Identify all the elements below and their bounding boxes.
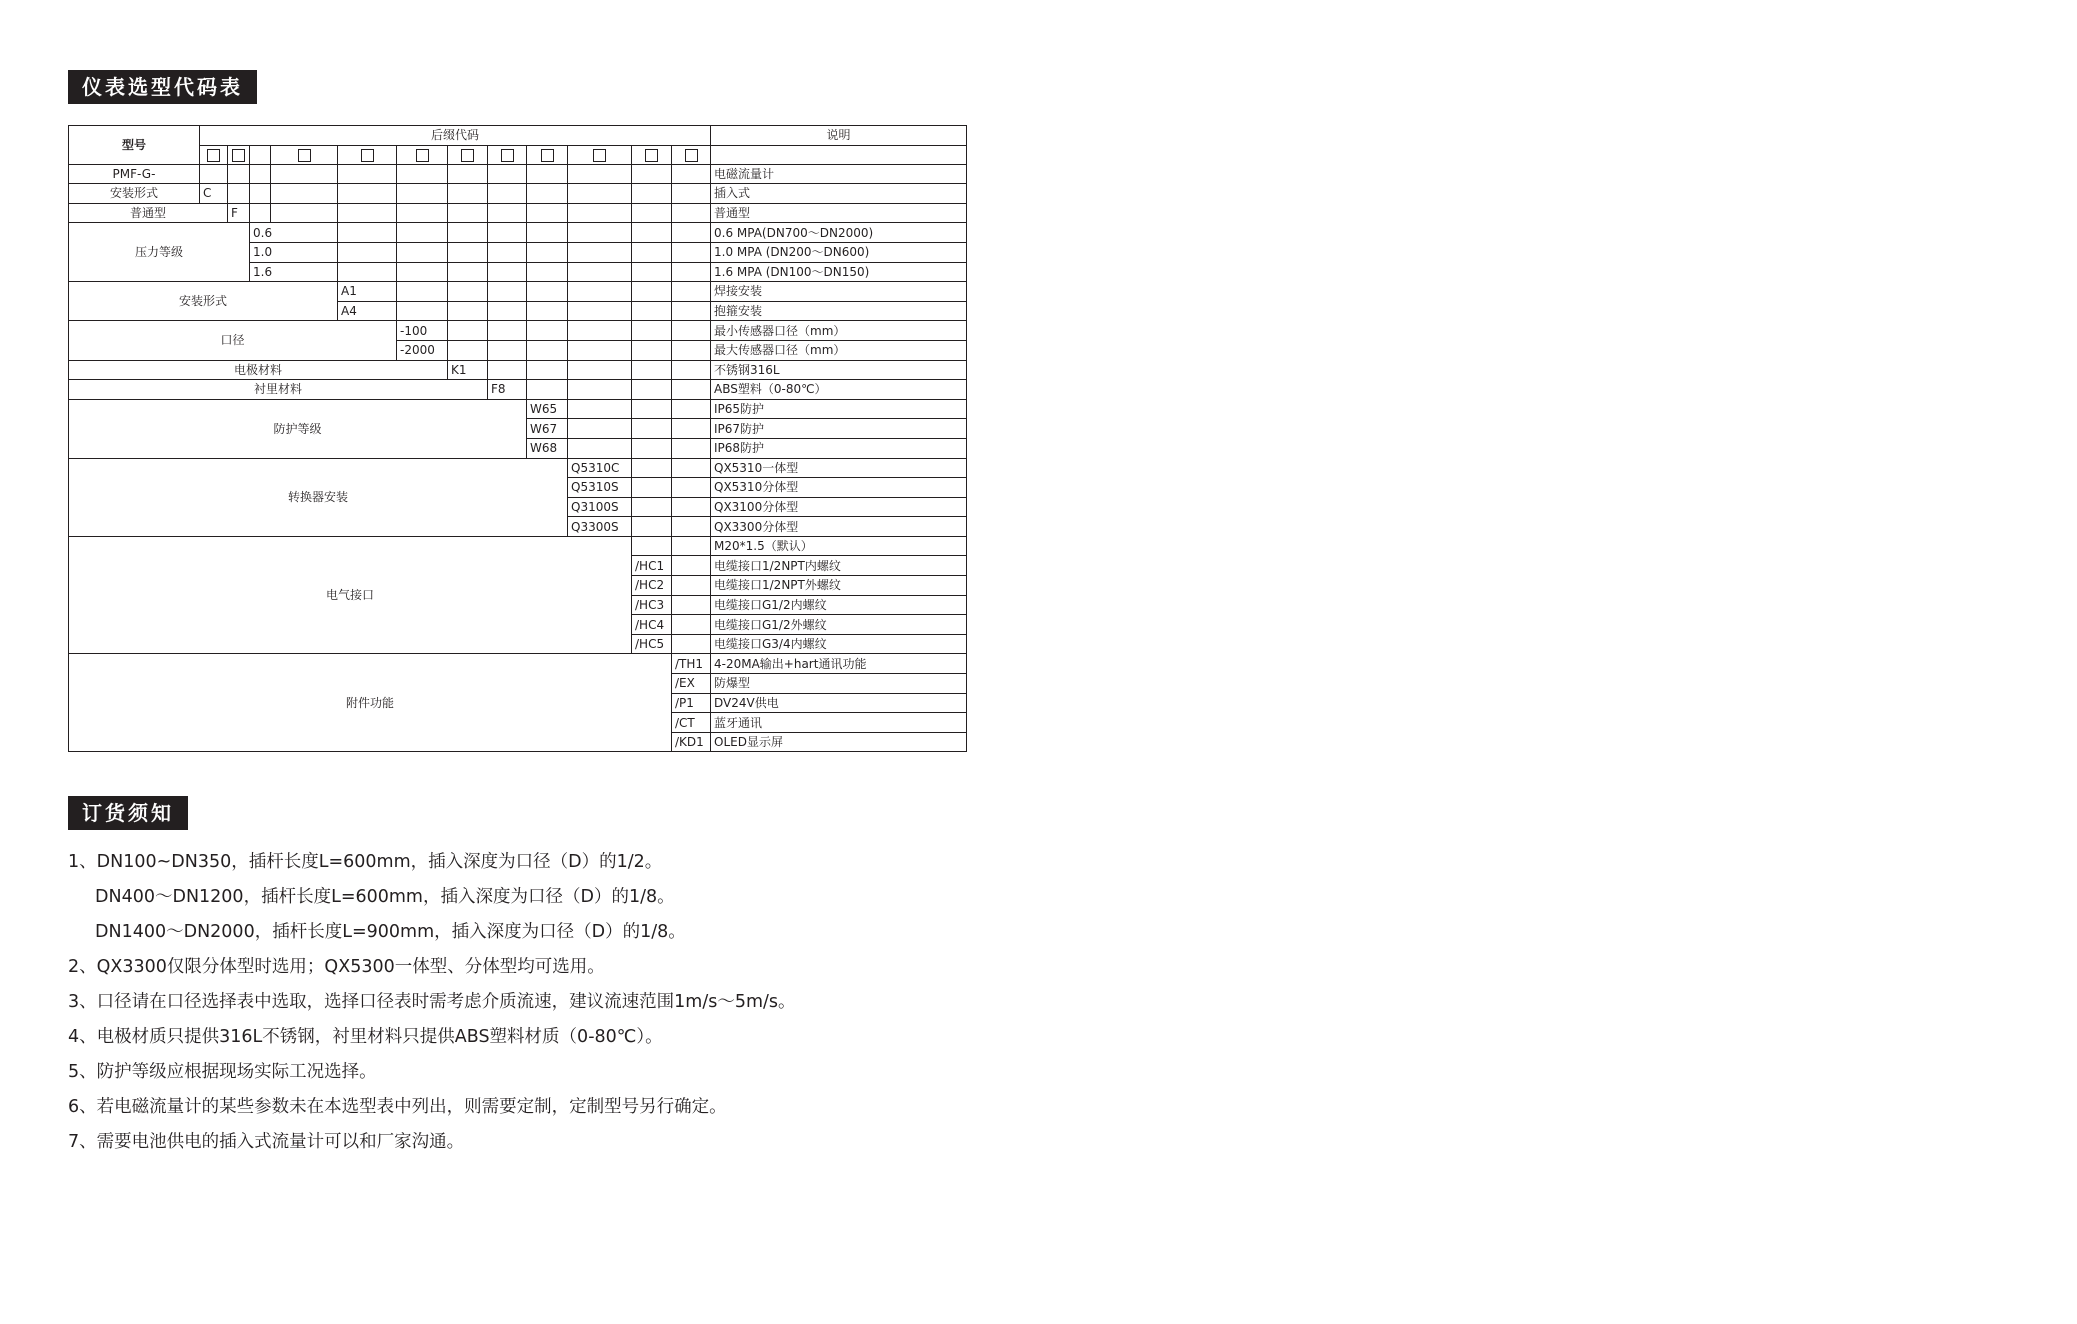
code-box-icon xyxy=(593,149,606,162)
row-code: /HC5 xyxy=(632,634,672,654)
code-box-icon xyxy=(645,149,658,162)
row-code: C xyxy=(200,184,228,204)
row-code: /HC4 xyxy=(632,615,672,635)
table-row xyxy=(69,164,967,184)
row-description: IP68防护 xyxy=(711,438,967,458)
row-code: -100 xyxy=(397,321,448,341)
table-row xyxy=(69,223,967,243)
note-item: DN400～DN1200，插杆长度L=600mm，插入深度为口径（D）的1/8。 xyxy=(95,887,675,907)
note-item: 1、DN100~DN350，插杆长度L=600mm，插入深度为口径（D）的1/2。 xyxy=(68,852,663,872)
note-item: DN1400～DN2000，插杆长度L=900mm，插入深度为口径（D）的1/8。 xyxy=(95,922,686,942)
row-description: 最大传感器口径（mm） xyxy=(711,340,967,360)
row-code: 1.0 xyxy=(250,242,338,262)
row-code: /EX xyxy=(672,674,711,694)
row-code: -2000 xyxy=(397,340,448,360)
code-box-icon xyxy=(232,149,245,162)
row-description: 插入式 xyxy=(711,184,967,204)
row-label-electrical: 电气接口 xyxy=(69,536,632,654)
selection-code-table xyxy=(68,125,967,752)
row-code: Q3300S xyxy=(568,517,632,537)
table-row xyxy=(69,458,967,478)
table-row xyxy=(69,184,967,204)
row-code: /HC3 xyxy=(632,595,672,615)
header-description: 说明 xyxy=(711,126,967,146)
row-description: 电缆接口1/2NPT外螺纹 xyxy=(711,576,967,596)
row-description: DV24V供电 xyxy=(711,693,967,713)
row-code: W67 xyxy=(527,419,568,439)
row-description: IP67防护 xyxy=(711,419,967,439)
row-label-pressure: 压力等级 xyxy=(69,223,250,282)
order-notes-list xyxy=(68,845,796,1160)
note-item: 6、若电磁流量计的某些参数未在本选型表中列出，则需要定制，定制型号另行确定。 xyxy=(68,1097,727,1117)
row-code: K1 xyxy=(448,360,488,380)
row-description: 电磁流量计 xyxy=(711,164,967,184)
note-item: 4、电极材质只提供316L不锈钢，衬里材料只提供ABS塑料材质（0-80℃）。 xyxy=(68,1027,663,1047)
row-code: F xyxy=(228,203,250,223)
row-description: 蓝牙通讯 xyxy=(711,713,967,733)
table-row xyxy=(69,360,967,380)
row-description: 电缆接口G1/2外螺纹 xyxy=(711,615,967,635)
row-label: 安装形式 xyxy=(69,184,200,204)
table-row xyxy=(69,536,967,556)
row-description: 4-20MA输出+hart通讯功能 xyxy=(711,654,967,674)
row-label-diameter: 口径 xyxy=(69,321,397,360)
row-label-lining: 衬里材料 xyxy=(69,380,488,400)
code-box-icon xyxy=(501,149,514,162)
row-code: W68 xyxy=(527,438,568,458)
table-row xyxy=(69,203,967,223)
row-description: 抱箍安装 xyxy=(711,301,967,321)
row-description: 1.0 MPA (DN200～DN600) xyxy=(711,242,967,262)
row-description: 电缆接口1/2NPT内螺纹 xyxy=(711,556,967,576)
code-box-icon xyxy=(207,149,220,162)
row-description: 电缆接口G1/2内螺纹 xyxy=(711,595,967,615)
row-description: QX5310分体型 xyxy=(711,478,967,498)
table-row xyxy=(69,654,967,674)
row-description: 焊接安装 xyxy=(711,282,967,302)
table-row xyxy=(69,380,967,400)
table-row xyxy=(69,399,967,419)
section-title-order-notes: 订货须知 xyxy=(68,796,188,830)
row-description: IP65防护 xyxy=(711,399,967,419)
row-label-install: 安装形式 xyxy=(69,282,338,321)
note-item: 7、需要电池供电的插入式流量计可以和厂家沟通。 xyxy=(68,1132,465,1152)
row-code: Q5310S xyxy=(568,478,632,498)
row-description: ABS塑料（0-80℃） xyxy=(711,380,967,400)
note-item: 3、口径请在口径选择表中选取，选择口径表时需考虑介质流速，建议流速范围1m/s～5m/s。 xyxy=(68,992,796,1012)
row-code: A4 xyxy=(338,301,397,321)
row-code: /TH1 xyxy=(672,654,711,674)
row-description: 普通型 xyxy=(711,203,967,223)
row-description: 电缆接口G3/4内螺纹 xyxy=(711,634,967,654)
row-code: /KD1 xyxy=(672,732,711,752)
row-description: M20*1.5（默认） xyxy=(711,536,967,556)
code-box-icon xyxy=(685,149,698,162)
row-code: /P1 xyxy=(672,693,711,713)
header-suffix-code: 后缀代码 xyxy=(200,126,711,146)
row-code: /HC1 xyxy=(632,556,672,576)
row-description: QX5310一体型 xyxy=(711,458,967,478)
row-code: Q3100S xyxy=(568,497,632,517)
row-description: QX3100分体型 xyxy=(711,497,967,517)
table-row xyxy=(69,282,967,302)
row-code: W65 xyxy=(527,399,568,419)
row-description: 防爆型 xyxy=(711,674,967,694)
row-description: QX3300分体型 xyxy=(711,517,967,537)
row-code: Q5310C xyxy=(568,458,632,478)
code-box-icon xyxy=(541,149,554,162)
row-description: 1.6 MPA (DN100～DN150) xyxy=(711,262,967,282)
row-label-converter: 转换器安装 xyxy=(69,458,568,536)
row-description: 不锈钢316L xyxy=(711,360,967,380)
row-code xyxy=(632,536,672,556)
row-label: 普通型 xyxy=(69,203,228,223)
row-code: 0.6 xyxy=(250,223,338,243)
row-code: /HC2 xyxy=(632,576,672,596)
row-label-accessory: 附件功能 xyxy=(69,654,672,752)
row-description: 最小传感器口径（mm） xyxy=(711,321,967,341)
code-box-icon xyxy=(361,149,374,162)
row-label-electrode: 电极材料 xyxy=(69,360,448,380)
note-item: 5、防护等级应根据现场实际工况选择。 xyxy=(68,1062,377,1082)
row-description: OLED显示屏 xyxy=(711,732,967,752)
row-code: 1.6 xyxy=(250,262,338,282)
row-code: A1 xyxy=(338,282,397,302)
code-box-icon xyxy=(461,149,474,162)
model-label: PMF-G- xyxy=(69,164,200,184)
row-code: F8 xyxy=(488,380,527,400)
row-code: /CT xyxy=(672,713,711,733)
table-row xyxy=(69,321,967,341)
code-box-icon xyxy=(416,149,429,162)
code-box-icon xyxy=(298,149,311,162)
header-model: 型号 xyxy=(69,126,200,165)
row-description: 0.6 MPA(DN700～DN2000) xyxy=(711,223,967,243)
section-title-selection-code: 仪表选型代码表 xyxy=(68,70,257,104)
row-label-protection: 防护等级 xyxy=(69,399,527,458)
note-item: 2、QX3300仅限分体型时选用；QX5300一体型、分体型均可选用。 xyxy=(68,957,605,977)
